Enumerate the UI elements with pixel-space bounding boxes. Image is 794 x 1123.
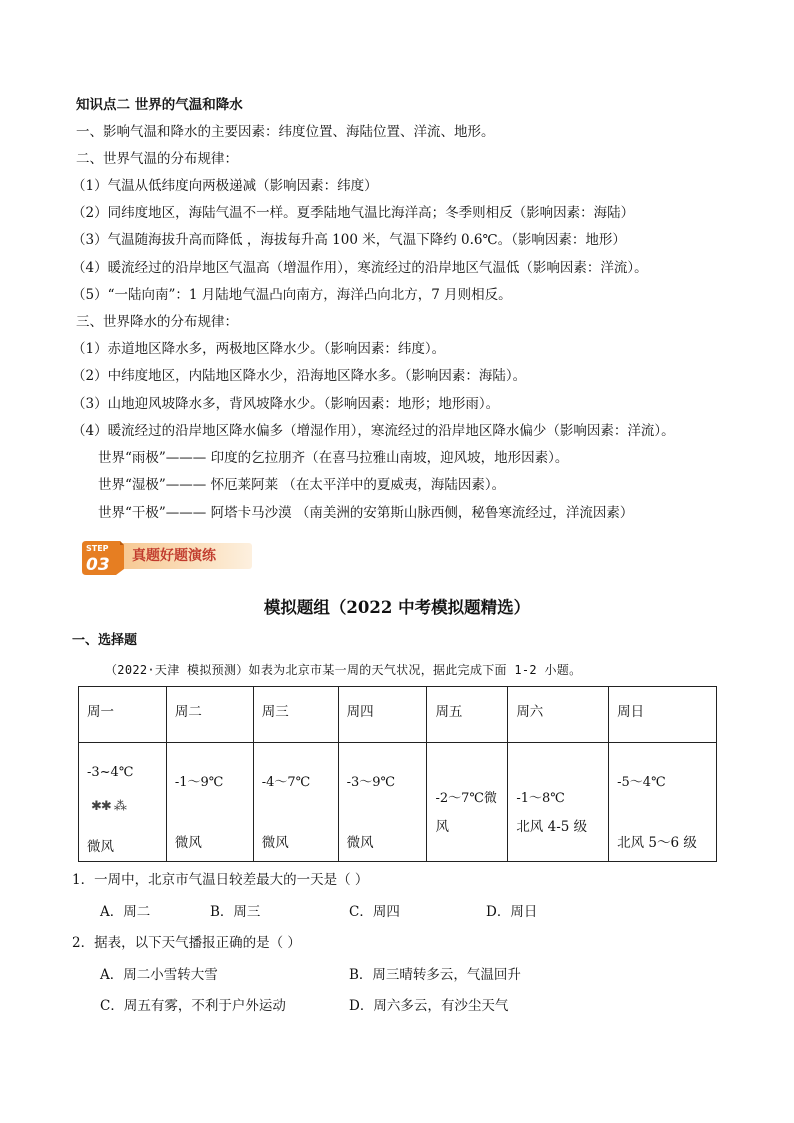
- weather-table: [78, 686, 717, 862]
- step-number: 03: [86, 555, 110, 575]
- answer-option[interactable]: D．周六多云，有沙尘天气: [349, 998, 509, 1014]
- wind: 微风: [174, 835, 202, 851]
- answer-option[interactable]: C．周五有雾，不利于户外运动: [100, 998, 286, 1014]
- weather-cell: [508, 743, 609, 862]
- step-label: STEP: [86, 544, 109, 553]
- snow-icon: ✱✱ ⁂: [91, 799, 126, 814]
- knowledge-heading: 知识点二 世界的气温和降水: [76, 97, 243, 113]
- day-header: 周日: [609, 687, 717, 743]
- text-line: （2）中纬度地区，内陆地区降水少，沿海地区降水多。（影响因素：海陆）。: [72, 368, 527, 384]
- day-header: 周五: [427, 687, 508, 743]
- subsection-title: 一、选择题: [72, 633, 138, 648]
- day-header: 周一: [79, 687, 167, 743]
- table-row: [79, 743, 717, 862]
- answer-option[interactable]: D．周日: [486, 904, 538, 920]
- step-banner: [80, 537, 252, 577]
- question-stem: 2．据表，以下天气播报正确的是（ ）: [72, 935, 301, 951]
- wind: 北风 5～6 级: [617, 835, 697, 851]
- temp-range: -1～9℃: [174, 775, 224, 790]
- temp-range: -5～4℃: [617, 775, 666, 790]
- weather-cell: [253, 743, 338, 862]
- text-line: 二、世界气温的分布规律：: [76, 151, 238, 167]
- text-line: 世界“雨极”——— 印度的乞拉朋齐（在喜马拉雅山南坡，迎风坡，地形因素）。: [98, 450, 569, 466]
- day-header: 周二: [166, 687, 253, 743]
- weather-cell: [427, 743, 508, 862]
- answer-option[interactable]: B．周三晴转多云，气温回升: [349, 967, 521, 983]
- text-line: 一、影响气温和降水的主要因素：纬度位置、海陆位置、洋流、地形。: [76, 124, 495, 140]
- weather-cell: [166, 743, 253, 862]
- question-stem: 1．一周中，北京市气温日较差最大的一天是（ ）: [72, 872, 369, 888]
- wind: 风: [435, 819, 449, 835]
- step-title: 真题好题演练: [132, 548, 216, 564]
- temp-range: -3~4℃: [87, 765, 134, 780]
- text-line: 世界“干极”——— 阿塔卡马沙漠 （南美洲的安第斯山脉西侧，秘鲁寒流经过，洋流因素）: [98, 505, 634, 521]
- text-line: （4）暖流经过的沿岸地区降水偏多（增湿作用），寒流经过的沿岸地区降水偏少（影响因素：洋流）。: [72, 423, 675, 439]
- temp-range: -3～9℃: [346, 775, 396, 790]
- text-line: （2）同纬度地区，海陆气温不一样。夏季陆地气温比海洋高；冬季则相反（影响因素：海陆）: [72, 205, 635, 221]
- text-line: （5）“一陆向南”：1 月陆地气温凸向南方，海洋凸向北方，7 月则相反。: [72, 287, 512, 303]
- weather-cell: [338, 743, 427, 862]
- day-header: 周六: [508, 687, 609, 743]
- text-line: （1）赤道地区降水多，两极地区降水少。（影响因素：纬度）。: [72, 341, 446, 357]
- wind: 微风: [261, 835, 289, 851]
- weather-cell: [79, 743, 167, 862]
- weather-cell: [609, 743, 717, 862]
- question-intro: （2022·天津 模拟预测）如表为北京市某一周的天气状况，据此完成下面 1-2 小题。: [105, 663, 582, 677]
- answer-option[interactable]: B．周三: [210, 904, 261, 920]
- text-line: （4）暖流经过的沿岸地区气温高（增温作用），寒流经过的沿岸地区气温低（影响因素：洋流）。: [72, 260, 648, 276]
- table-header-row: [79, 687, 717, 743]
- answer-option[interactable]: A．周二小雪转大雪: [100, 967, 218, 983]
- text-line: （1）气温从低纬度向两极递减（影响因素：纬度）: [72, 178, 378, 194]
- temp-range: -2～7℃微: [435, 791, 497, 806]
- wind: 北风 4-5 级: [516, 819, 588, 835]
- wind: 微风: [346, 835, 374, 851]
- text-line: 三、世界降水的分布规律：: [76, 314, 238, 330]
- section-title: 模拟题组（2022 中考模拟题精选）: [263, 598, 531, 617]
- temp-range: -1～8℃: [516, 791, 565, 806]
- wind: 微风: [87, 839, 114, 855]
- answer-option[interactable]: A．周二: [100, 904, 151, 920]
- step-badge-icon: [80, 537, 128, 577]
- temp-range: -4～7℃: [261, 775, 311, 790]
- text-line: （3）山地迎风坡降水多，背风坡降水少。（影响因素：地形；地形雨）。: [72, 396, 500, 412]
- text-line: 世界“湿极”——— 怀厄莱阿莱 （在太平洋中的夏威夷，海陆因素）。: [98, 477, 506, 493]
- text-line: （3）气温随海拔升高而降低 ，海拔每升高 100 米，气温下降约 0.6℃。（影响因素：地形）: [72, 232, 626, 248]
- day-header: 周四: [338, 687, 427, 743]
- answer-option[interactable]: C．周四: [349, 904, 400, 920]
- day-header: 周三: [253, 687, 338, 743]
